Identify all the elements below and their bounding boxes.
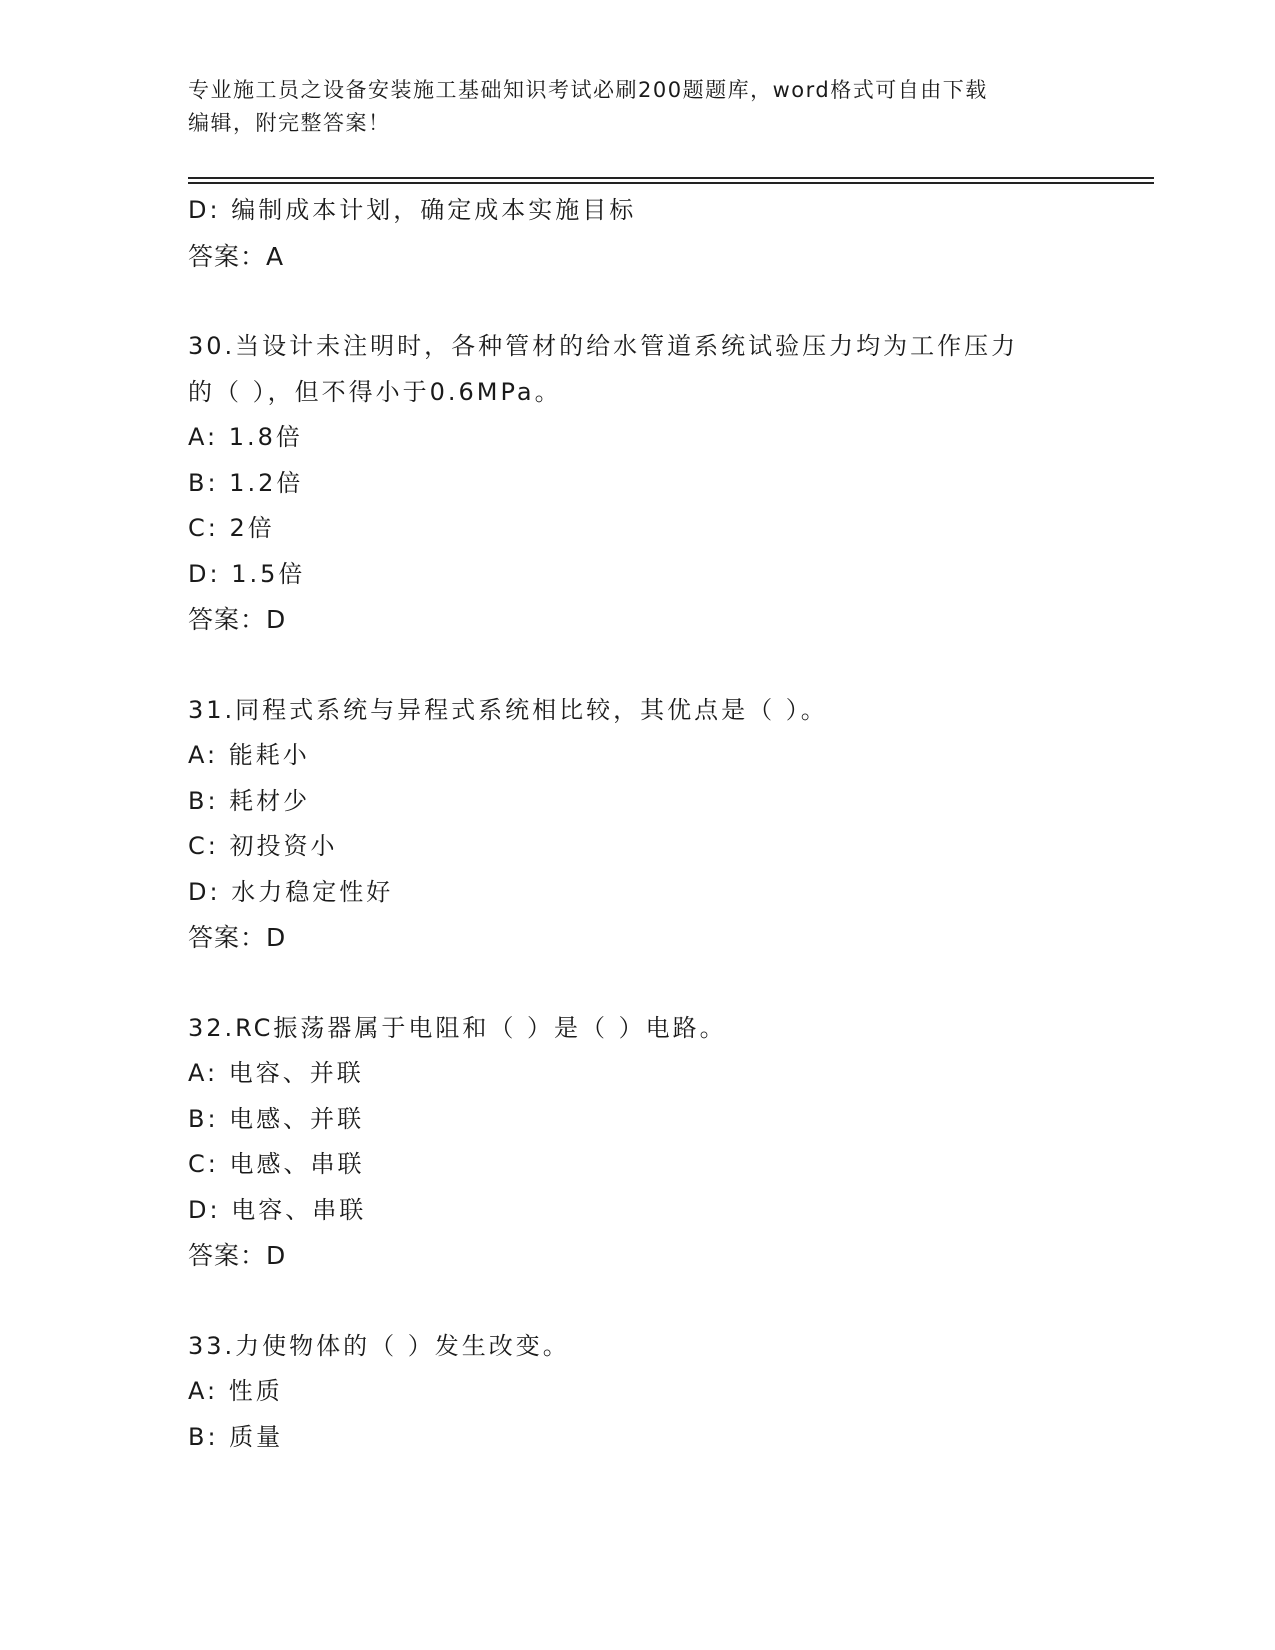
option-d: D: 电容、串联 (188, 1195, 367, 1224)
spacer (188, 1279, 1088, 1324)
option-a: A: 性质 (188, 1377, 283, 1405)
option-c: C: 2倍 (188, 514, 275, 542)
option-d: D: 水力稳定性好 (188, 877, 394, 906)
option-b: B: 电感、并联 (188, 1104, 365, 1133)
carryover-question (188, 188, 1088, 279)
document-header (188, 74, 1078, 140)
question-stem: 30.当设计未注明时，各种管材的给水管道系统试验压力均为工作压力 (188, 332, 1019, 360)
answer-line: 答案：D (188, 923, 287, 952)
question-list (188, 188, 1088, 1460)
option-a: A: 电容、并联 (188, 1059, 364, 1087)
spacer (188, 279, 1088, 324)
option-d: D: 1.5倍 (188, 559, 306, 588)
option-c: C: 电感、串联 (188, 1150, 365, 1178)
option-a: A: 1.8倍 (188, 423, 303, 451)
option-c: C: 初投资小 (188, 832, 338, 860)
option-d: D: 编制成本计划，确定成本实施目标 (188, 196, 637, 224)
question-33 (188, 1324, 1088, 1461)
header-line-1: 专业施工员之设备安装施工基础知识考试必刷200题题库，word格式可自由下载 (188, 78, 988, 102)
question-stem: 33.力使物体的（ ）发生改变。 (188, 1331, 570, 1360)
question-stem-continued: 的（ ），但不得小于0.6MPa。 (188, 377, 562, 406)
option-a: A: 能耗小 (188, 741, 310, 769)
header-divider-top (188, 177, 1154, 179)
question-30 (188, 324, 1088, 643)
answer-line: 答案：A (188, 241, 285, 271)
header-divider-bottom (188, 182, 1154, 184)
option-b: B: 耗材少 (188, 786, 311, 815)
spacer (188, 961, 1088, 1006)
question-31 (188, 688, 1088, 961)
answer-line: 答案：D (188, 605, 287, 634)
option-b: B: 质量 (188, 1422, 284, 1451)
question-stem: 32.RC振荡器属于电阻和（ ）是（ ）电路。 (188, 1013, 727, 1042)
question-stem: 31.同程式系统与异程式系统相比较，其优点是（ ）。 (188, 695, 828, 724)
header-line-2: 编辑，附完整答案！ (188, 111, 391, 135)
option-b: B: 1.2倍 (188, 468, 304, 497)
question-32 (188, 1006, 1088, 1279)
spacer (188, 643, 1088, 688)
answer-line: 答案：D (188, 1241, 287, 1270)
